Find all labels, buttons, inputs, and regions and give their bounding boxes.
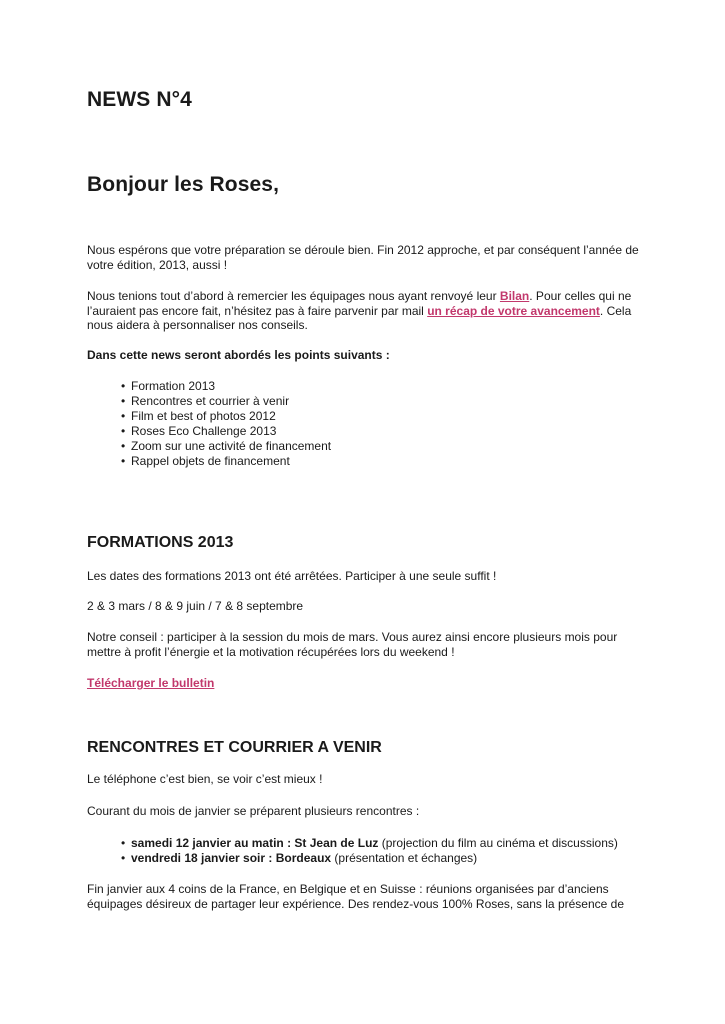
intro-paragraph: Nous espérons que votre préparation se déroule bien. Fin 2012 approche, et par conséquent l’année de votre édition, 2013, aussi ! bbox=[87, 243, 639, 272]
topics-list bbox=[121, 379, 641, 468]
event-description: (projection du film au cinéma et discussions) bbox=[378, 836, 618, 850]
rencontres-heading: RENCONTRES ET COURRIER A VENIR bbox=[87, 739, 382, 756]
rencontres-closing: Fin janvier aux 4 coins de la France, en Belgique et en Suisse : réunions organisées par d’anciens équipages désireux de partager leur expérience. Des rendez-vous 100% Roses, sans la présence de bbox=[87, 882, 624, 911]
thanks-text-start: Nous tenions tout d’abord à remercier les équipages nous ayant renvoyé leur bbox=[87, 289, 500, 303]
formations-dates: 2 & 3 mars / 8 & 9 juin / 7 & 8 septembre bbox=[87, 599, 304, 613]
thanks-text-end: . Cela nous aidera à personnaliser nos conseils. bbox=[87, 303, 632, 333]
bullet-icon: • bbox=[121, 850, 126, 865]
event-date-place: samedi 12 janvier au matin : St Jean de Luz bbox=[131, 836, 379, 850]
thanks-paragraph bbox=[87, 289, 647, 333]
recap-link[interactable]: un récap de votre avancement bbox=[427, 303, 600, 318]
rencontres-announce: Courant du mois de janvier se préparent plusieurs rencontres : bbox=[87, 804, 420, 818]
formations-download-paragraph bbox=[87, 676, 647, 691]
list-item bbox=[121, 836, 641, 851]
list-item: • Film et best of photos 2012 bbox=[121, 408, 276, 423]
list-item: • Formation 2013 bbox=[121, 379, 216, 393]
events-list bbox=[121, 836, 641, 866]
list-item: • Rencontres et courrier à venir bbox=[121, 393, 290, 408]
download-bulletin-link[interactable]: Télécharger le bulletin bbox=[87, 676, 215, 690]
topics-heading: Dans cette news seront abordés les points suivants : bbox=[87, 348, 390, 362]
greeting-heading: Bonjour les Roses, bbox=[87, 173, 280, 196]
list-item: • Zoom sur une activité de financement bbox=[121, 438, 332, 453]
rencontres-intro: Le téléphone c’est bien, se voir c’est mieux ! bbox=[87, 772, 323, 786]
bullet-icon: • bbox=[121, 379, 126, 393]
bullet-icon: • bbox=[121, 423, 126, 438]
newsletter-title: NEWS N°4 bbox=[87, 88, 192, 111]
list-item: • Rappel objets de financement bbox=[121, 453, 290, 468]
bullet-icon: • bbox=[121, 393, 126, 408]
bullet-icon: • bbox=[121, 408, 126, 423]
bullet-icon: • bbox=[121, 453, 126, 468]
bilan-link[interactable]: Bilan bbox=[499, 289, 530, 303]
event-date-place: vendredi 18 janvier soir : Bordeaux bbox=[131, 850, 332, 865]
formations-advice: Notre conseil : participer à la session du mois de mars. Vous aurez ainsi encore plusieurs mois pour mettre à profit l’énergie et la motivation récupérées lors du weekend ! bbox=[87, 630, 618, 659]
formations-heading: FORMATIONS 2013 bbox=[87, 534, 234, 551]
bullet-icon: • bbox=[121, 438, 126, 453]
formations-intro: Les dates des formations 2013 ont été arrêtées. Participer à une seule suffit ! bbox=[87, 569, 497, 583]
event-description: (présentation et échanges) bbox=[331, 850, 478, 865]
list-item bbox=[121, 851, 641, 866]
bullet-icon: • bbox=[121, 836, 126, 850]
list-item: • Roses Eco Challenge 2013 bbox=[121, 423, 277, 438]
thanks-text-middle: . Pour celles qui ne l’auraient pas encore fait, n’hésitez pas à faire parvenir par mail bbox=[87, 289, 632, 318]
